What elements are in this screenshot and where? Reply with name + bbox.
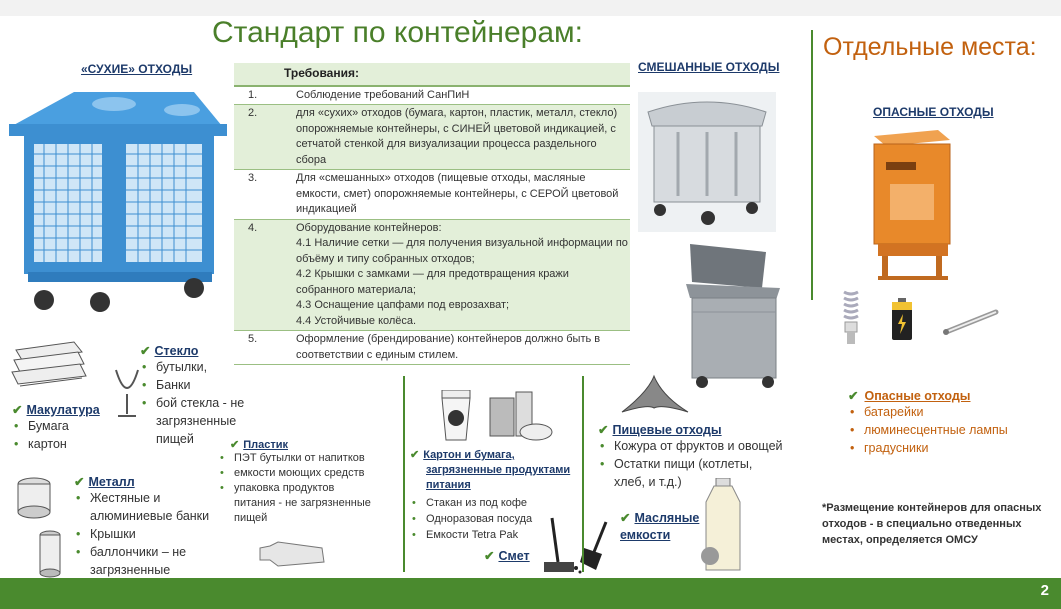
list-item: • Одноразовая посуда	[410, 511, 570, 527]
checkmark-icon: ✔	[848, 389, 859, 403]
req-text: Для «смешанных» отходов (пищевые отходы, масляные емкости, смет) опорожняемые контейнеры, с СЕРОЙ цветовой индикацией	[294, 170, 630, 220]
coffee-cup-icon	[436, 390, 476, 442]
category-title: ✔ Металл	[74, 475, 135, 489]
category-list	[218, 451, 371, 526]
list-item: • баллончики – не	[74, 543, 209, 561]
list-item-continued: алюминиевые банки	[90, 509, 210, 523]
list-item: • бутылки,	[140, 358, 244, 376]
checkmark-icon: ✔	[12, 403, 23, 417]
category-carton	[410, 448, 570, 543]
list-item: • ПЭТ бутылки от напитков	[218, 451, 371, 466]
req-num: 2.	[234, 105, 294, 170]
list-item: • градусники	[848, 439, 1008, 457]
req-sub: 4.3 Оснащение цапфами под еврозахват;	[296, 299, 510, 311]
category-food	[598, 422, 783, 491]
checkmark-icon: ✔	[74, 475, 85, 489]
category-title: ✔ Стекло	[140, 344, 199, 358]
category-list	[74, 489, 209, 579]
divider-mid-left	[403, 376, 405, 572]
category-title: ✔ Картон и бумага, загрязненные продуктами питания	[410, 449, 571, 491]
req-text: для «сухих» отходов (бумага, картон, пластик, металл, стекло) опорожняемые контейнеры, с СИНЕЙ цветовой индикацией, с сетчатой стенкой для визуализации процесса раздельного сбора	[294, 105, 630, 170]
req-sub: 4.2 Крышки с замками — для предотвращения кражи собранного материала;	[296, 268, 569, 296]
bulb-icon	[838, 290, 864, 348]
dry-waste-header: «СУХИЕ» ОТХОДЫ	[81, 62, 193, 76]
category-hazard	[848, 388, 1008, 457]
list-item-continued: пищей	[234, 512, 268, 524]
req-sub: 4.4 Устойчивые колёса.	[296, 314, 417, 327]
banana-peel-icon	[618, 374, 690, 416]
list-item: • Кожура от фруктов и овощей	[598, 437, 783, 455]
req-num: 4.	[234, 219, 294, 331]
req-text: Соблюдение требований СанПиН	[294, 86, 630, 105]
list-item: • Банки	[140, 376, 244, 394]
requirements-heading: Требования:	[234, 63, 630, 86]
tin-can-icon	[14, 476, 54, 520]
category-metal	[74, 474, 209, 579]
gray-container-image	[682, 242, 784, 392]
aluminum-can-icon	[36, 530, 64, 578]
category-list	[598, 437, 783, 491]
wine-glass-icon	[112, 366, 142, 422]
req-text: Оформление (брендирование) контейнеров должно быть в соответствии с единым стилем.	[294, 331, 630, 365]
category-sweep: ✔ Смет	[484, 549, 530, 563]
category-title: ✔ Опасные отходы	[848, 389, 971, 403]
thermometer-icon	[940, 306, 1002, 338]
category-oil: ✔ Масляные емкости	[620, 511, 700, 542]
list-item-continued: загрязненные	[90, 563, 171, 577]
section-title-right: Отдельные места:	[823, 33, 1037, 61]
list-item: • Емкости Tetra Pak	[410, 527, 570, 543]
category-title: ✔ Макулатура	[12, 403, 100, 417]
list-item: • Стакан из под кофе	[410, 495, 570, 511]
tetrapak-icon	[486, 388, 554, 444]
category-title: ✔ Пищевые отходы	[598, 423, 722, 437]
req-text-group	[294, 219, 630, 331]
list-item: • бой стекла - не	[140, 394, 244, 412]
category-list	[12, 417, 100, 453]
checkmark-icon: ✔	[620, 511, 631, 525]
checkmark-icon: ✔	[230, 439, 240, 451]
metal-container-image	[638, 92, 776, 232]
oil-bottle-icon	[700, 478, 750, 574]
requirements-table	[234, 63, 630, 365]
list-item-continued: хлеб, и т.д.)	[614, 475, 682, 489]
category-list	[848, 403, 1008, 457]
battery-icon	[890, 298, 914, 342]
req-num: 1.	[234, 86, 294, 105]
page-number: 2	[1040, 582, 1049, 599]
divider-mid-right	[582, 376, 584, 572]
orange-container-image	[866, 128, 956, 283]
list-item-continued: пищей	[156, 432, 194, 446]
divider-right	[811, 30, 813, 300]
category-title: ✔ Пластик	[230, 439, 289, 451]
checkmark-icon: ✔	[484, 549, 495, 563]
checkmark-icon: ✔	[410, 449, 420, 461]
list-item-continued: загрязненные	[156, 414, 237, 428]
mixed-waste-header: СМЕШАННЫЕ ОТХОДЫ	[638, 60, 780, 74]
plastic-bottle-icon	[256, 538, 328, 570]
list-item: • картон	[12, 435, 100, 453]
list-item: • емкости моющих средств	[218, 466, 371, 481]
list-item: • батарейки	[848, 403, 1008, 421]
list-item: • Бумага	[12, 417, 100, 435]
category-list	[410, 495, 570, 543]
req-sub: 4.1 Наличие сетки — для получения визуальной информации по объёму и типу собранных отходов;	[296, 237, 628, 265]
category-list	[140, 358, 244, 448]
category-paper	[12, 402, 100, 453]
req-num: 3.	[234, 170, 294, 220]
checkmark-icon: ✔	[140, 344, 151, 358]
list-item: • люминесцентные лампы	[848, 421, 1008, 439]
top-bar	[0, 0, 1061, 16]
list-item: • упаковка продуктов	[218, 481, 371, 496]
hazard-waste-header: ОПАСНЫЕ ОТХОДЫ	[873, 105, 994, 119]
blue-container-image	[4, 88, 229, 313]
list-item: • Крышки	[74, 525, 209, 543]
req-text: Оборудование контейнеров:	[296, 221, 442, 234]
list-item: • Остатки пищи (котлеты,	[598, 455, 783, 473]
category-plastic	[230, 438, 371, 526]
category-glass	[140, 343, 244, 448]
hazard-placement-note: *Размещение контейнеров для опасных отходов - в специально отведенных местах, определяется ОМСУ	[822, 502, 1042, 546]
page-title: Стандарт по контейнерам:	[212, 16, 584, 49]
footer-bar	[0, 578, 1061, 609]
req-num: 5.	[234, 331, 294, 365]
list-item: • Жестяные и	[74, 489, 209, 507]
checkmark-icon: ✔	[598, 423, 609, 437]
list-item-continued: питания - не загрязненные	[234, 497, 371, 509]
paper-stack-icon	[10, 340, 88, 392]
